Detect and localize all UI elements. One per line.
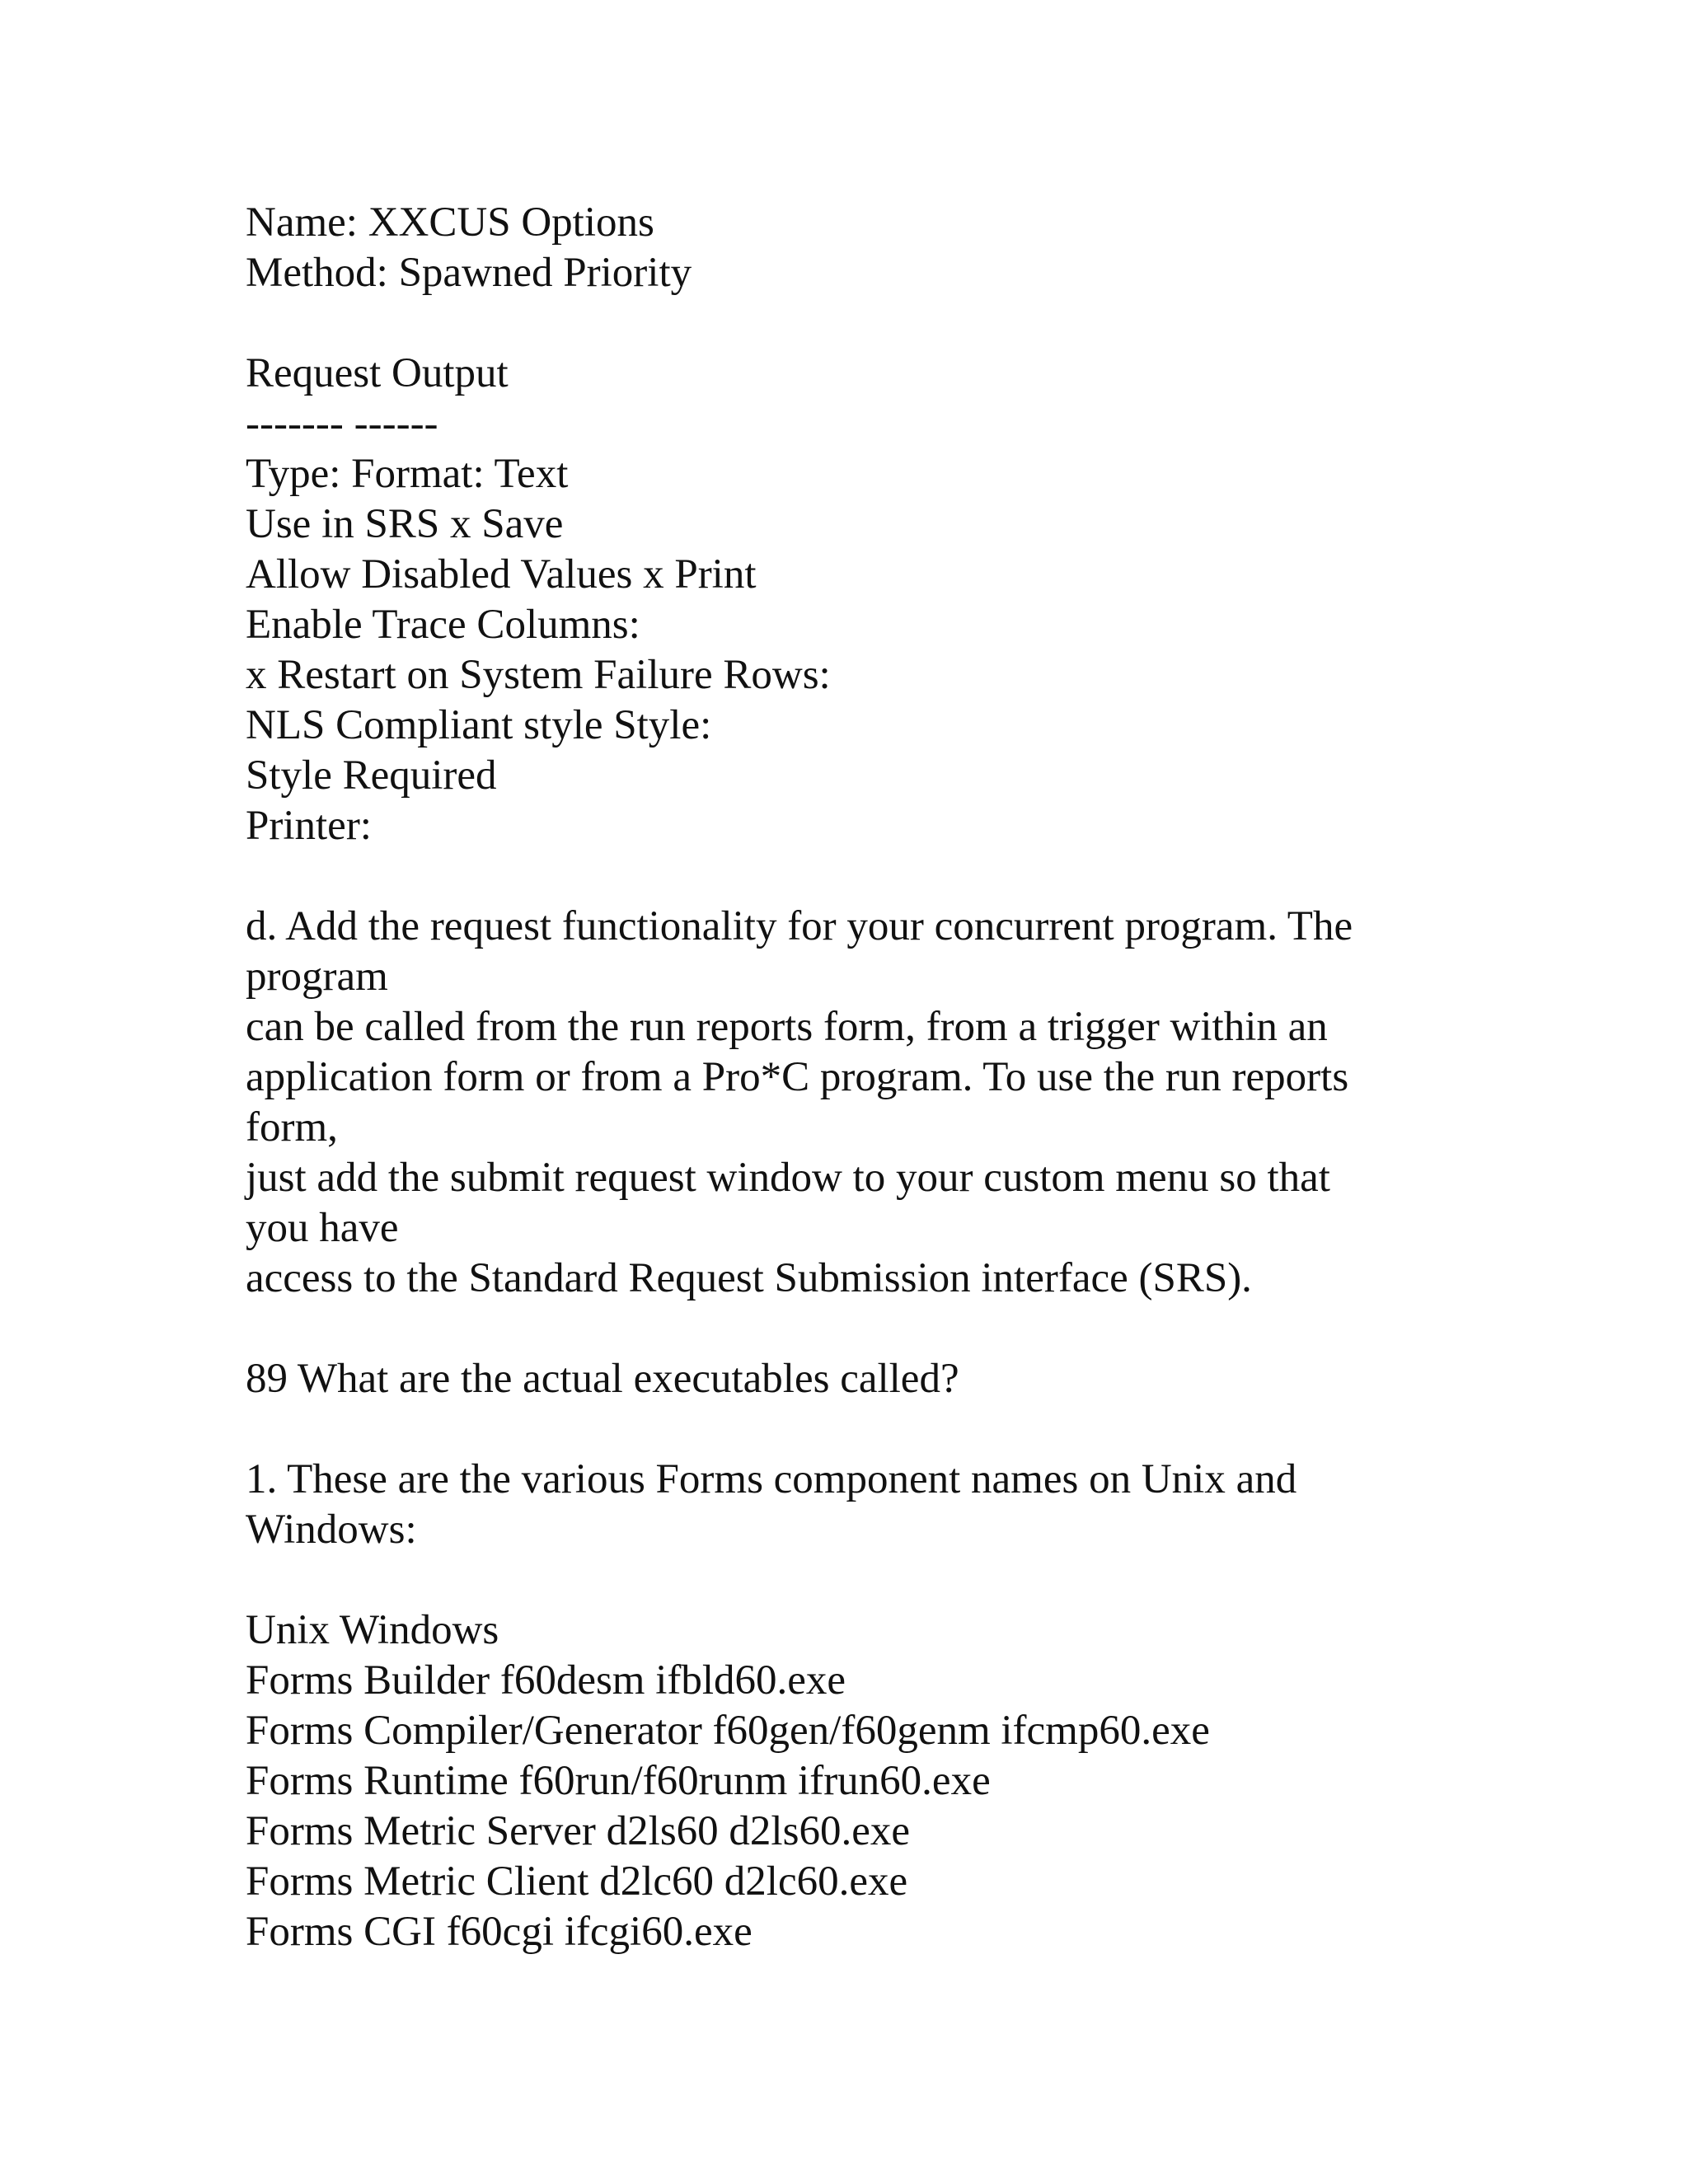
- step-d-line: just add the submit request window to your custom menu so that: [246, 1155, 1330, 1201]
- executables-row: Forms Metric Client d2lc60 d2lc60.exe: [246, 1858, 908, 1905]
- request-output-line: Enable Trace Columns:: [246, 602, 640, 648]
- answer-intro-line: 1. These are the various Forms component names on Unix and: [246, 1456, 1297, 1502]
- request-output-heading: Request Output: [246, 350, 509, 396]
- request-output-line: NLS Compliant style Style:: [246, 702, 712, 748]
- step-d-line: you have: [246, 1205, 399, 1251]
- request-output-line: Use in SRS x Save: [246, 501, 564, 547]
- request-output-line: x Restart on System Failure Rows:: [246, 652, 831, 698]
- request-output-line: Type: Format: Text: [246, 451, 569, 497]
- spacer: [246, 1304, 1449, 1354]
- step-d-line: access to the Standard Request Submission interface (SRS).: [246, 1255, 1252, 1301]
- method-line: Method: Spawned Priority: [246, 250, 692, 296]
- step-d-line: can be called from the run reports form, from a trigger within an: [246, 1004, 1328, 1050]
- question-line: 89 What are the actual executables called?: [246, 1356, 959, 1402]
- executables-row: Forms Runtime f60run/f60runm ifrun60.exe: [246, 1758, 991, 1804]
- executables-row: Forms CGI f60cgi ifcgi60.exe: [246, 1909, 753, 1955]
- request-output-line: Style Required: [246, 752, 497, 799]
- spacer: [246, 1555, 1449, 1605]
- step-d-line: application form or from a Pro*C program. To use the run reports: [246, 1054, 1349, 1100]
- step-d-line: form,: [246, 1104, 338, 1151]
- request-output-line: Allow Disabled Values x Print: [246, 551, 757, 598]
- executables-row: Forms Metric Server d2ls60 d2ls60.exe: [246, 1808, 910, 1854]
- document-body: [246, 198, 1449, 1957]
- answer-intro-line: Windows:: [246, 1507, 417, 1553]
- executables-row: Forms Compiler/Generator f60gen/f60genm ifcmp60.exe: [246, 1708, 1210, 1754]
- step-d-line: d. Add the request functionality for your concurrent program. The: [246, 903, 1353, 949]
- spacer: [246, 1404, 1449, 1455]
- spacer: [246, 298, 1449, 349]
- request-output-underline: ------- ------: [246, 401, 438, 447]
- request-output-line: Printer:: [246, 803, 372, 849]
- name-line: Name: XXCUS Options: [246, 199, 654, 246]
- executables-row: Forms Builder f60desm ifbld60.exe: [246, 1657, 846, 1704]
- spacer: [246, 851, 1449, 902]
- executables-header: Unix Windows: [246, 1607, 499, 1653]
- step-d-line: program: [246, 954, 388, 1000]
